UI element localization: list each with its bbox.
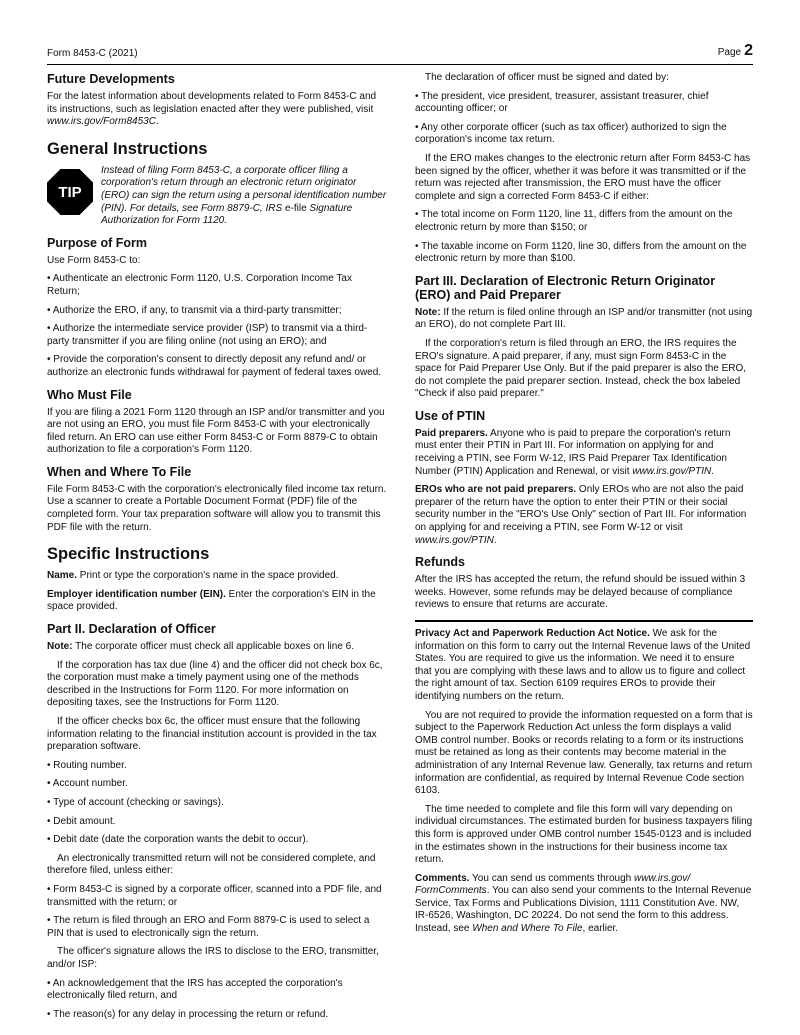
comments-link[interactable]: www.irs.gov/ FormComments — [415, 872, 691, 897]
refunds-heading: Refunds — [415, 555, 465, 570]
specific-instructions-heading: Specific Instructions — [47, 545, 210, 564]
right-column — [415, 72, 753, 942]
privacy-notice — [415, 628, 753, 936]
list-item: • Authorize the intermediate service provider (ISP) to transmit via a third-party transmitter if you are filing online (not using an ERO); and — [47, 323, 387, 348]
tip-icon — [47, 169, 93, 215]
when-where-heading: When and Where To File — [47, 464, 192, 479]
list-item: • An acknowledgement that the IRS has accepted the corporation's electronically filed return, and — [47, 978, 387, 1003]
future-developments-heading: Future Developments — [47, 72, 175, 86]
refunds-text: After the IRS has accepted the return, the refund should be issued within 3 weeks. However, some refunds may be delayed because of compliance reviews to ensure that returns are accurate. — [415, 574, 746, 611]
form-id: Form 8453-C (2021) — [47, 48, 138, 59]
part2-paragraph: An electronically transmitted return will not be considered complete, and therefore filed, unless either: — [47, 852, 376, 877]
who-must-file-text: If you are filing a 2021 Form 1120 through an ISP and/or transmitter and you are not using an ERO, you must file Form 8453-C with your electronically filed return. An ERO can use either Form 8453-C or Form 8879-C to obtain authorization to file a corporation's Form 1120. — [47, 406, 385, 456]
list-item: • The taxable income on Form 1120, line 30, differs from the amount on the electronic return by more than $100. — [415, 241, 753, 266]
when-where-reference: When and Where To File — [472, 923, 583, 935]
who-must-file-heading: Who Must File — [47, 387, 132, 402]
comments-paragraph: Comments. You can send us comments through www.irs.gov/ FormComments. You can also send your comments to the Internal Revenue Service, Tax Forms and Publications Division, 1111 Constitution Ave. NW, IR-6526, Washington, DC 20224. Do not send the form to this address. Instead, see When and Where To File, earlier. — [415, 872, 752, 935]
declaration-intro: The declaration of officer must be signed and dated by: — [425, 72, 669, 83]
part3-note: Note: If the return is filed online through an ISP and/or transmitter (not using an ERO), do not complete Part III. — [415, 306, 753, 331]
privacy-paragraph: The time needed to complete and file this form will vary depending on individual circumstances. The estimated burden for business taxpayers filing this form is approved under OMB control number 1545-0123 and is included in the estimates shown in the instructions for their business income tax return. — [415, 803, 753, 866]
part2-note: Note: The corporate officer must check all applicable boxes on line 6. — [47, 641, 355, 653]
part2-paragraph: If the officer checks box 6c, the officer must ensure that the following information relating to the financial institution account is provided in the tax preparation software. — [47, 716, 377, 753]
privacy-paragraph: You are not required to provide the information requested on a form that is subject to the Paperwork Reduction Act unless the form displays a valid OMB control number. Books or records relating to a form or its instructions must be retained as long as their contents may become material in the administration of any Internal Revenue law. Generally, tax returns and return information are confidential, as required by Internal Revenue Code section 6103. — [415, 709, 753, 797]
paid-preparers-text: Paid preparers. Anyone who is paid to prepare the corporation's return must enter their PTIN in Part III. For information on applying for and receiving a PTIN, see Form W-12, IRS Paid Preparer Tax Identification Number (PTIN) Application and Renewal, or visit www.irs.gov/PTIN. — [415, 427, 731, 477]
declaration-paragraph: If the ERO makes changes to the electronic return after Form 8453-C has been signed by the officer, whether it was before it was transmitted or if the return was rejected after transmission, the ERO must have the officer complete and sign a corrected Form 8453-C if either: — [415, 152, 751, 202]
when-where-text: File Form 8453-C with the corporation's electronically filed income tax return. Use a scanner to create a Portable Document Format (PDF) file of the completed form. Your tax preparation software will allow you to transmit this PDF file with the return. — [47, 483, 387, 533]
privacy-paragraph: Privacy Act and Paperwork Reduction Act Notice. We ask for the information on this form to carry out the Internal Revenue laws of the United States. You are required to give us the information. We need it to ensure that you are complying with these laws and to allow us to figure and collect the right amount of tax. Section 6109 requires EROs to provide their identifying numbers on the return. — [415, 628, 751, 702]
page-label: Page — [717, 47, 742, 58]
form-url-link[interactable]: www.irs.gov/Form8453C — [47, 116, 156, 128]
list-item: • Authenticate an electronic Form 1120, U.S. Corporation Income Tax Return; — [47, 273, 387, 298]
general-instructions-heading: General Instructions — [47, 139, 208, 158]
purpose-intro: Use Form 8453-C to: — [47, 254, 141, 266]
list-item: • The reason(s) for any delay in processing the return or refund. — [47, 1009, 387, 1022]
list-item: • Account number. — [47, 778, 387, 791]
tip-text: Instead of filing Form 8453-C, a corporate officer filing a corporation's return through an electronic return originator (ERO) can sign the return using a personal identification number (PIN). For details, see Form 8879-C, IRS e-file Signature Authorization for Form 1120. — [101, 164, 387, 227]
list-item: • Authorize the ERO, if any, to transmit via a third-party transmitter; — [47, 305, 387, 318]
part3-paragraph: If the corporation's return is filed through an ERO, the IRS requires the ERO's signature. A paid preparer, if any, must sign Form 8453-C in the space for Paid Preparer Use Only. But if the paid preparer is also the ERO, do not complete the paid preparer section. Instead, check the box labeled "Check if also paid preparer." — [415, 337, 747, 400]
page-header — [47, 44, 753, 65]
list-item: • The total income on Form 1120, line 11, differs from the amount on the electronic return by more than $150; or — [415, 209, 753, 234]
left-column — [47, 72, 387, 1027]
ptin-link[interactable]: www.irs.gov/PTIN — [632, 465, 712, 477]
list-item: • Type of account (checking or savings). — [47, 797, 387, 810]
part2-heading: Part II. Declaration of Officer — [47, 622, 216, 637]
part2-paragraph: If the corporation has tax due (line 4) and the officer did not check box 6c, the corporation must make a timely payment using one of the methods described in the Instructions for Form 1120. For more information on depositing taxes, see the Instructions for Form 1120. — [47, 659, 383, 709]
list-item: • Routing number. — [47, 760, 387, 773]
ein-instruction: Employer identification number (EIN). Enter the corporation's EIN in the space provided. — [47, 588, 376, 613]
part3-heading: Part III. Declaration of Electronic Return Originator (ERO) and Paid Preparer — [415, 273, 716, 302]
list-item: • Provide the corporation's consent to directly deposit any refund and/ or authorize an electronic funds withdrawal for payment of federal taxes owed. — [47, 354, 387, 379]
list-item: • The return is filed through an ERO and Form 8879-C is used to select a PIN that is used to electronically sign the return. — [47, 915, 387, 940]
list-item: • Debit amount. — [47, 816, 387, 829]
ptin-link[interactable]: www.irs.gov/PTIN — [415, 534, 494, 546]
list-item: • Debit date (date the corporation wants the debit to occur). — [47, 834, 387, 847]
section-divider — [415, 620, 753, 622]
ptin-heading: Use of PTIN — [415, 408, 486, 423]
list-item: • Form 8453-C is signed by a corporate officer, scanned into a PDF file, and transmitted with the return; or — [47, 884, 387, 909]
name-instruction: Name. Print or type the corporation's name in the space provided. — [47, 570, 339, 582]
tip-box — [47, 165, 387, 228]
tip-badge-label: TIP — [58, 183, 82, 201]
page-indicator — [718, 42, 753, 60]
eros-text: EROs who are not paid preparers. Only EROs who are not also the paid preparer of the return have the option to enter their PTIN or their social security number in the "ERO's Use Only" section of Part III. For information on applying for and receiving a PTIN, see Form W-12 or visit www.irs.gov/PTIN. — [415, 484, 747, 546]
future-developments-text: For the latest information about developments related to Form 8453-C and its instructions, such as legislation enacted after they were published, visit www.irs.gov/Form8453C. — [47, 91, 377, 128]
part2-paragraph: The officer's signature allows the IRS to disclose to the ERO, transmitter, and/or ISP: — [47, 946, 379, 970]
list-item: • Any other corporate officer (such as tax officer) authorized to sign the corporation's income tax return. — [415, 122, 753, 147]
page-number: 2 — [744, 42, 753, 59]
list-item: • The president, vice president, treasurer, assistant treasurer, chief accounting officer; or — [415, 91, 753, 116]
purpose-heading: Purpose of Form — [47, 235, 148, 250]
